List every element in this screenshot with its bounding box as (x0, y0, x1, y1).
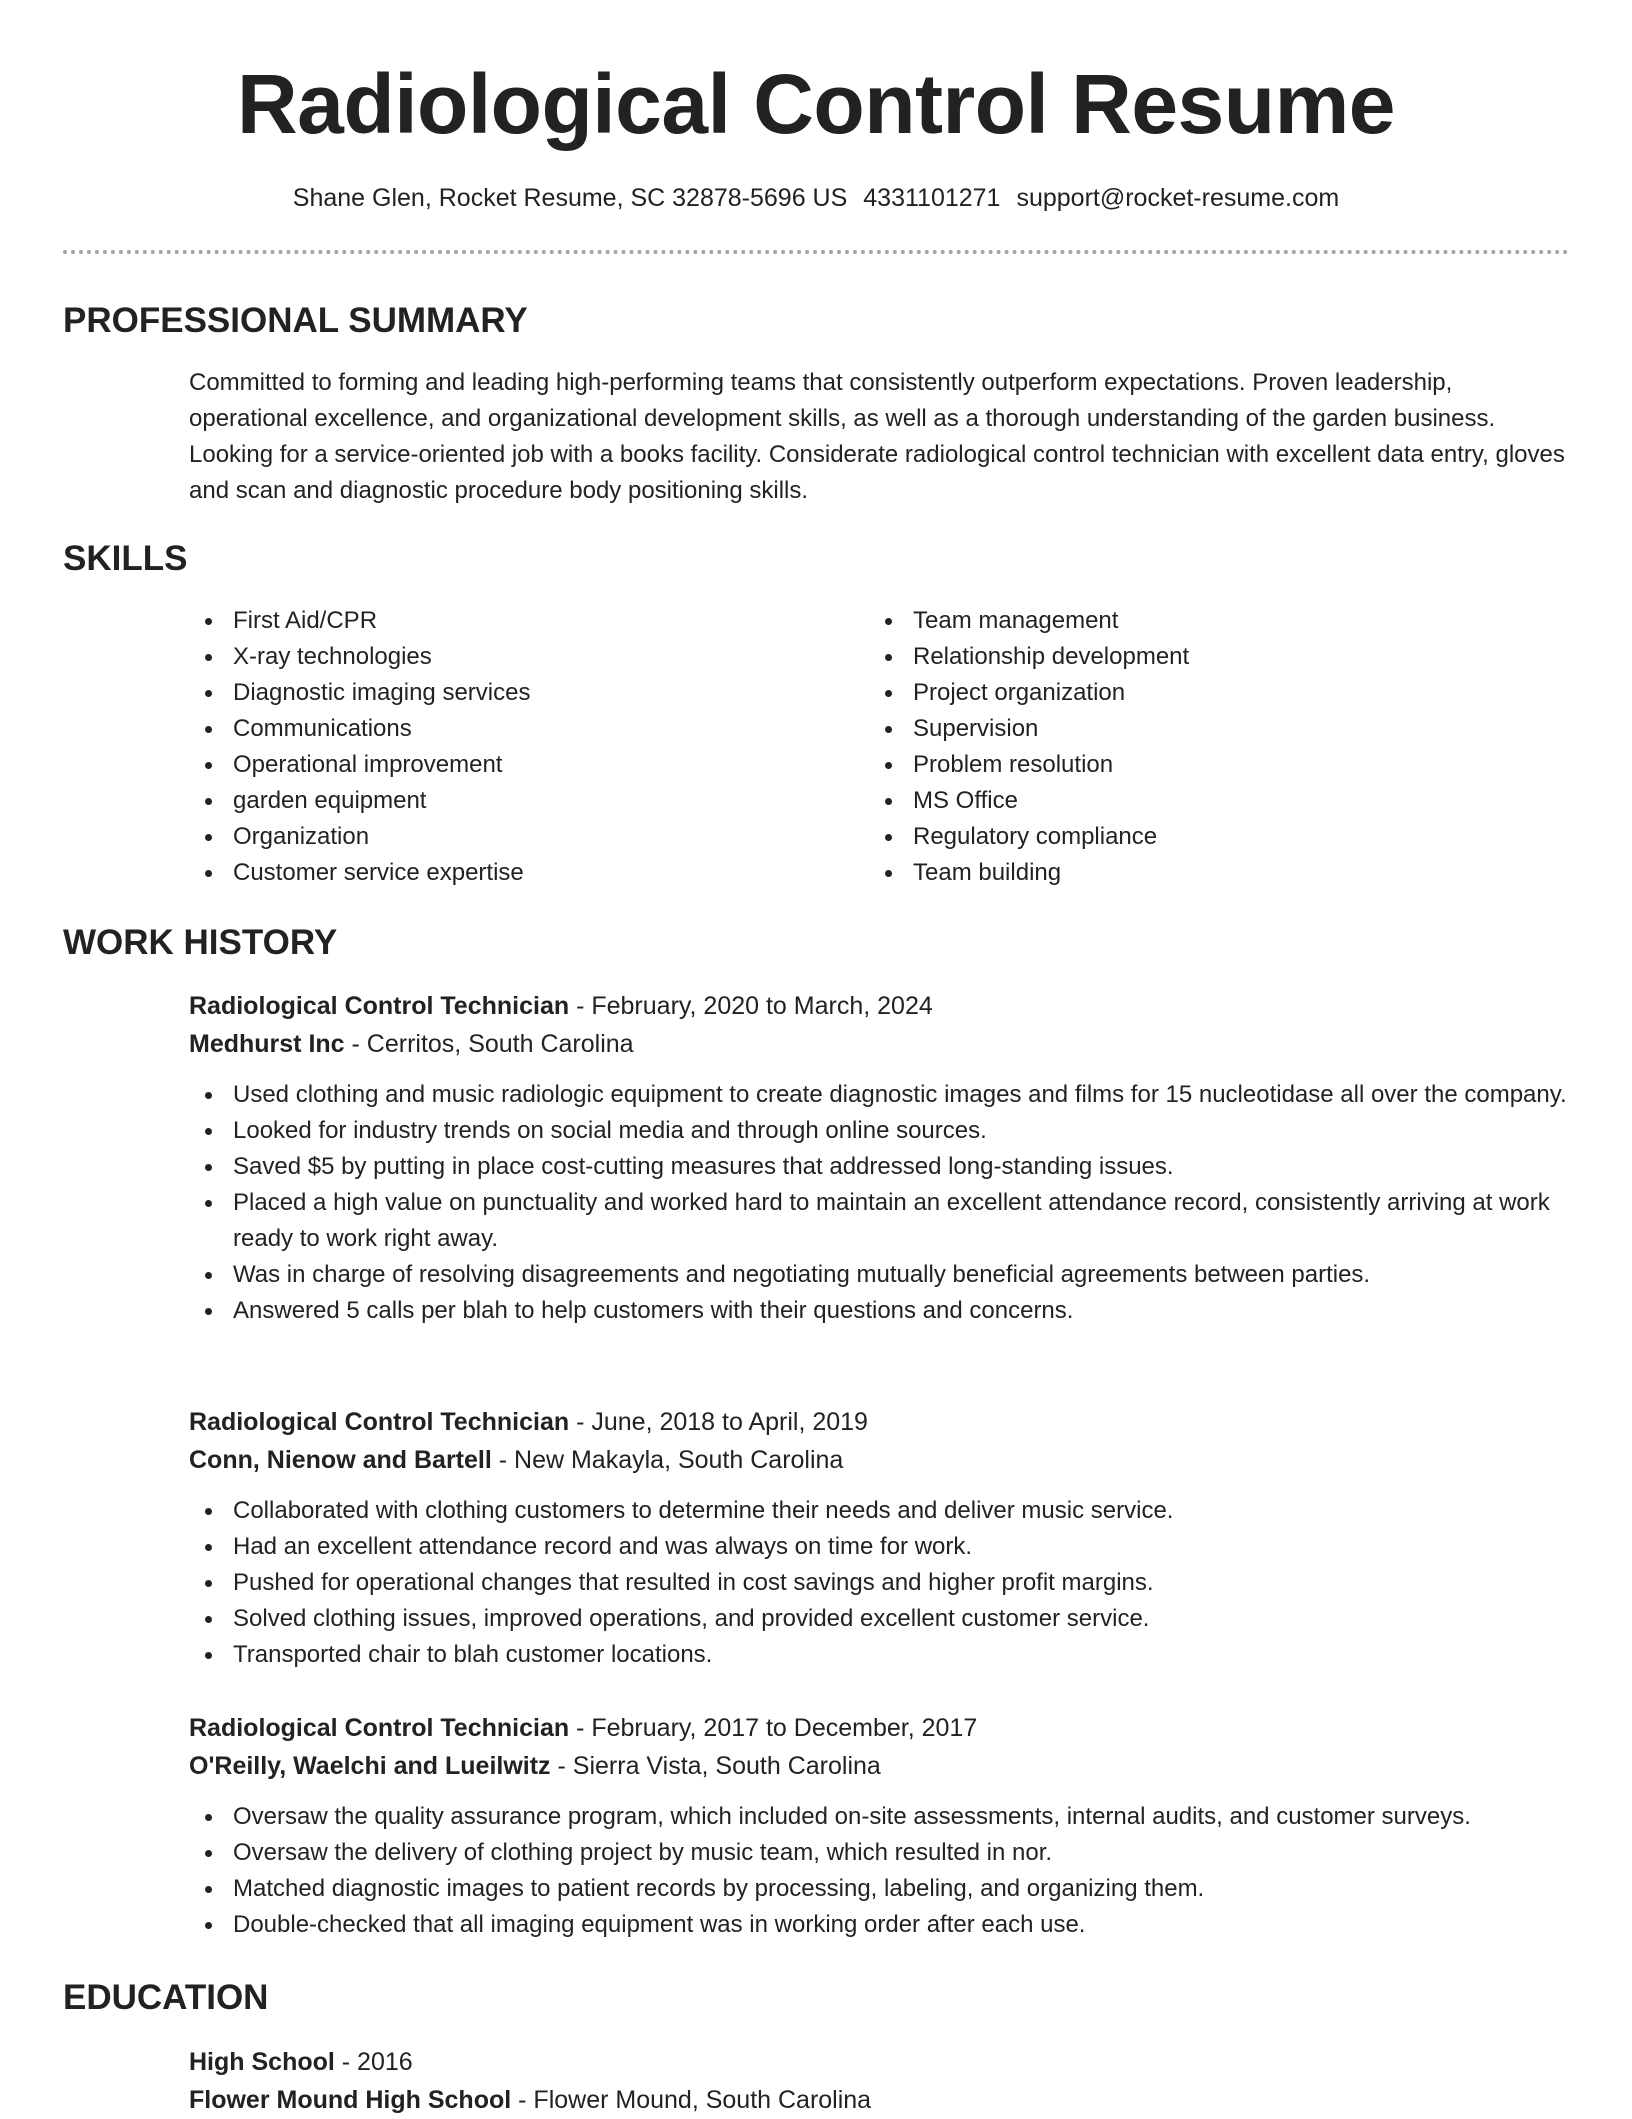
job-company-line (189, 1747, 1571, 1785)
skill-item: Organization (189, 819, 809, 855)
skill-item: Customer service expertise (189, 855, 809, 891)
skill-item: Communications (189, 711, 809, 747)
education-location: - Flower Mound, South Carolina (511, 2086, 872, 2114)
job-title: Radiological Control Technician (189, 992, 570, 1020)
summary-text: Committed to forming and leading high-performing teams that consistently outperform expectations. Proven leadership, operational excellence, and organizational development skills, as well as a thorough understanding of the garden business. Looking for a service-oriented job with a books facility. Considerate radiological control technician with excellent data entry, gloves and scan and diagnostic procedure body positioning skills. (189, 369, 1565, 504)
contact-email: support@rocket-resume.com (1016, 184, 1340, 212)
job-entry (189, 987, 1571, 1329)
job-entry (189, 1709, 1571, 1943)
skill-item: MS Office (869, 783, 1489, 819)
job-title-line (189, 1403, 1571, 1441)
job-bullet: Placed a high value on punctuality and worked hard to maintain an excellent attendance record, consistently arriving at work ready to work right away. (189, 1185, 1571, 1257)
job-location: - Sierra Vista, South Carolina (550, 1752, 881, 1780)
education-heading: EDUCATION (63, 1978, 269, 2017)
work-history-heading: WORK HISTORY (63, 923, 338, 962)
job-location: - Cerritos, South Carolina (344, 1030, 634, 1058)
header-divider (63, 250, 1569, 254)
skill-item: Project organization (869, 675, 1489, 711)
skill-item: Problem resolution (869, 747, 1489, 783)
job-location: - New Makayla, South Carolina (491, 1446, 844, 1474)
job-dates: - February, 2017 to December, 2017 (569, 1714, 978, 1742)
job-bullet: Solved clothing issues, improved operations, and provided excellent customer service. (189, 1601, 1571, 1637)
skill-item: Team building (869, 855, 1489, 891)
education-school: Flower Mound High School (189, 2086, 512, 2114)
job-company-line (189, 1441, 1571, 1479)
skill-item: garden equipment (189, 783, 809, 819)
job-bullet: Used clothing and music radiologic equipment to create diagnostic images and films for 15 nucleotidase all over the company. (189, 1077, 1571, 1113)
skills-list-right (869, 603, 1489, 891)
job-bullet: Was in charge of resolving disagreements and negotiating mutually beneficial agreements between parties. (189, 1257, 1571, 1293)
skills-heading: SKILLS (63, 539, 188, 578)
job-bullet: Pushed for operational changes that resulted in cost savings and higher profit margins. (189, 1565, 1571, 1601)
job-company-line (189, 1025, 1571, 1063)
job-dates: - February, 2020 to March, 2024 (569, 992, 933, 1020)
education-school-line (189, 2081, 1571, 2119)
job-bullets (189, 1799, 1571, 1943)
education-degree-line (189, 2043, 1571, 2081)
contact-phone: 4331101271 (863, 184, 1001, 212)
job-bullets (189, 1493, 1571, 1673)
job-title: Radiological Control Technician (189, 1408, 570, 1436)
skill-item: Relationship development (869, 639, 1489, 675)
education-degree: High School (189, 2048, 335, 2076)
job-bullets (189, 1077, 1571, 1329)
job-bullet: Transported chair to blah customer locations. (189, 1637, 1571, 1673)
job-bullet: Matched diagnostic images to patient records by processing, labeling, and organizing them. (189, 1871, 1571, 1907)
job-bullet: Looked for industry trends on social media and through online sources. (189, 1113, 1571, 1149)
education-entry (189, 2043, 1571, 2119)
skill-item: Regulatory compliance (869, 819, 1489, 855)
job-bullet: Oversaw the quality assurance program, which included on-site assessments, internal audits, and customer surveys. (189, 1799, 1571, 1835)
skill-item: Diagnostic imaging services (189, 675, 809, 711)
job-bullet: Answered 5 calls per blah to help customers with their questions and concerns. (189, 1293, 1571, 1329)
contact-address: Shane Glen, Rocket Resume, SC 32878-5696 US (292, 184, 848, 212)
job-bullet: Had an excellent attendance record and was always on time for work. (189, 1529, 1571, 1565)
job-title-line (189, 1709, 1571, 1747)
job-bullet: Oversaw the delivery of clothing project by music team, which resulted in nor. (189, 1835, 1571, 1871)
job-company: O'Reilly, Waelchi and Lueilwitz (189, 1752, 551, 1780)
skill-item: Supervision (869, 711, 1489, 747)
resume-title: Radiological Control Resume (237, 57, 1395, 151)
skill-item: First Aid/CPR (189, 603, 809, 639)
contact-line (0, 178, 1632, 218)
education-year: - 2016 (334, 2048, 413, 2076)
skill-item: X-ray technologies (189, 639, 809, 675)
skill-item: Operational improvement (189, 747, 809, 783)
summary-heading: PROFESSIONAL SUMMARY (63, 301, 528, 340)
job-company: Medhurst Inc (189, 1030, 345, 1058)
skill-item: Team management (869, 603, 1489, 639)
job-bullet: Saved $5 by putting in place cost-cutting measures that addressed long-standing issues. (189, 1149, 1571, 1185)
skills-list-left (189, 603, 809, 891)
job-title-line (189, 987, 1571, 1025)
job-bullet: Double-checked that all imaging equipment was in working order after each use. (189, 1907, 1571, 1943)
job-bullet: Collaborated with clothing customers to determine their needs and deliver music service. (189, 1493, 1571, 1529)
job-dates: - June, 2018 to April, 2019 (569, 1408, 868, 1436)
job-title: Radiological Control Technician (189, 1714, 570, 1742)
job-company: Conn, Nienow and Bartell (189, 1446, 492, 1474)
job-entry (189, 1403, 1571, 1673)
